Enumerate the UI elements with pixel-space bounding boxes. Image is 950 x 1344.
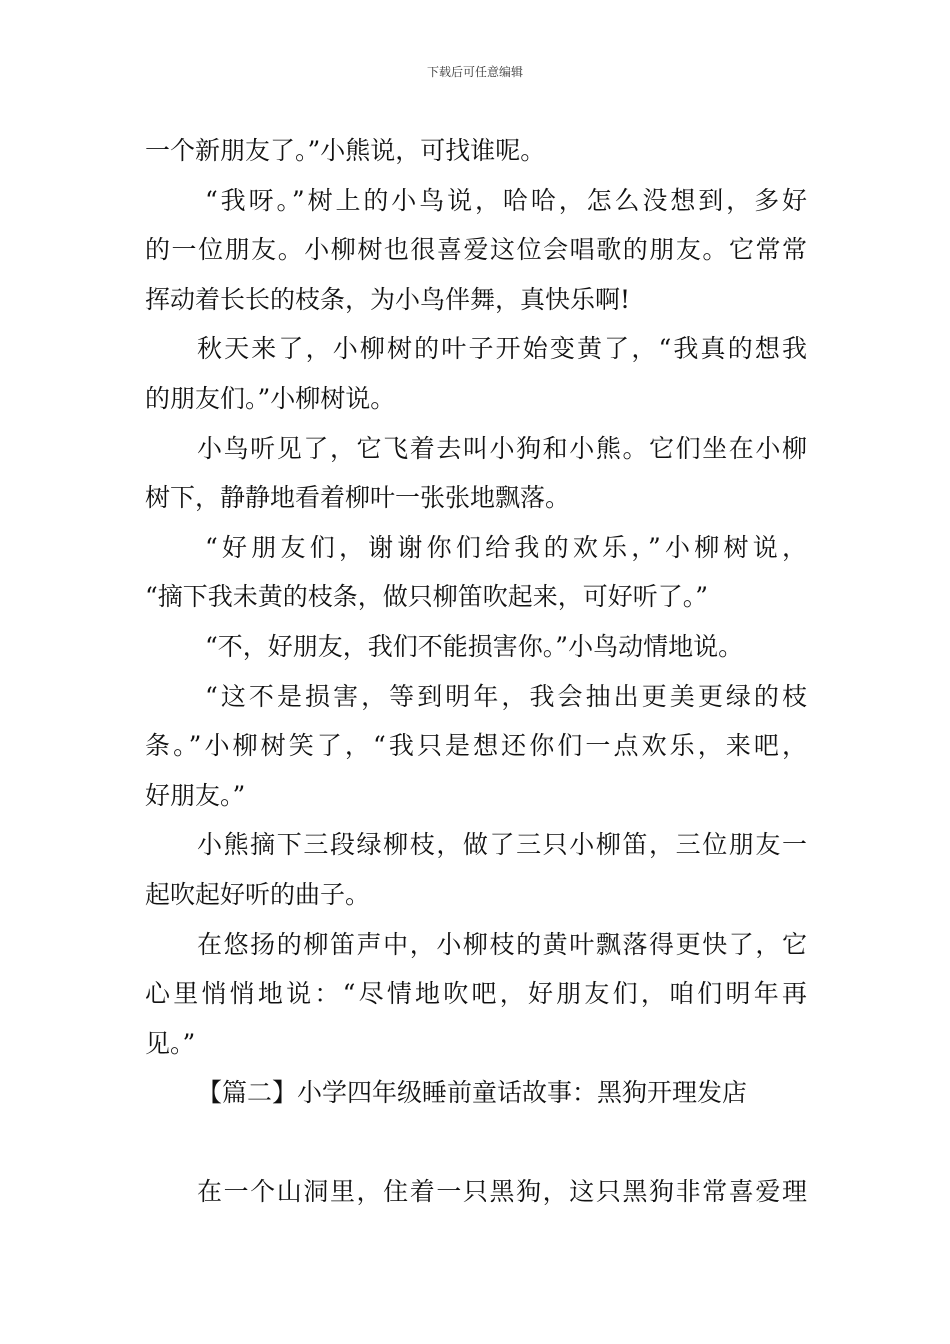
paragraph-start: “我呀。”树上的小鸟说，哈哈，怎么没想到，多好 xyxy=(205,185,807,215)
text-line: 起吹起好听的曲子。 xyxy=(145,879,371,909)
text-line: 心里悄悄地说：“尽情地吹吧，好朋友们，咱们明年再 xyxy=(145,979,807,1009)
paragraph-start: “好朋友们，谢谢你们给我的欢乐，”小柳树说， xyxy=(205,532,807,562)
section-heading: 【篇二】小学四年级睡前童话故事：黑狗开理发店 xyxy=(197,1078,748,1108)
text-line: 树下，静静地看着柳叶一张张地飘落。 xyxy=(145,483,571,513)
paragraph-start: 秋天来了，小柳树的叶子开始变黄了，“我真的想我 xyxy=(197,334,807,364)
text-line: 挥动着长长的枝条，为小鸟伴舞，真快乐啊! xyxy=(145,284,631,314)
text-line: 一个新朋友了。”小熊说，可找谁呢。 xyxy=(145,136,546,165)
blank-line xyxy=(145,1118,807,1168)
text-line: 条。”小柳树笑了，“我只是想还你们一点欢乐，来吧， xyxy=(145,731,807,761)
paragraph-start: 小熊摘下三段绿柳枝，做了三只小柳笛，三位朋友一 xyxy=(197,830,807,860)
text-line: 的一位朋友。小柳树也很喜爱这位会唱歌的朋友。它常常 xyxy=(145,235,807,265)
text-line: “摘下我未黄的枝条，做只柳笛吹起来，可好听了。” xyxy=(145,582,709,612)
paragraph-start: 在一个山洞里，住着一只黑狗，这只黑狗非常喜爱理 xyxy=(197,1177,807,1207)
page-header: 下载后可任意编辑 xyxy=(426,65,523,79)
text-line: 好朋友。” xyxy=(145,780,246,810)
paragraph-start: “不，好朋友，我们不能损害你。”小鸟动情地说。 xyxy=(205,631,744,661)
paragraph-start: “这不是损害，等到明年，我会抽出更美更绿的枝 xyxy=(205,681,807,711)
text-line: 见。” xyxy=(145,1028,196,1058)
paragraph-start: 小鸟听见了，它飞着去叫小狗和小熊。它们坐在小柳 xyxy=(197,433,807,463)
story-text xyxy=(145,126,807,1217)
text-line: 的朋友们。”小柳树说。 xyxy=(145,383,396,413)
paragraph-start: 在悠扬的柳笛声中，小柳枝的黄叶飘落得更快了，它 xyxy=(197,929,807,959)
